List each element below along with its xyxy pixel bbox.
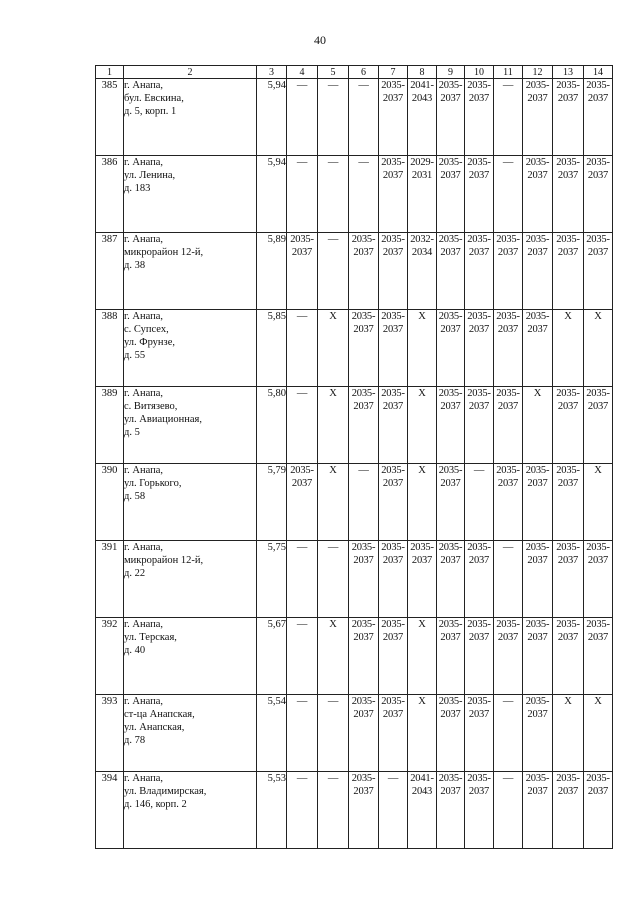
period-cell: 2035- 2037 [523,310,553,387]
period-cell: 2035- 2037 [523,233,553,310]
value-cell: 5,53 [257,772,287,849]
column-header: 12 [523,66,553,79]
page-number: 40 [314,33,326,47]
column-header: 11 [494,66,523,79]
column-header: 4 [287,66,318,79]
period-cell: — [287,310,318,387]
address-cell: г. Анапа, микрорайон 12-й, д. 38 [124,233,257,310]
period-cell: 2035- 2037 [465,695,494,772]
period-cell: 2035- 2037 [379,541,408,618]
period-cell: 2035- 2037 [437,541,465,618]
period-cell: 2035- 2037 [553,618,584,695]
period-cell: X [553,695,584,772]
table-row [96,541,613,618]
period-cell: — [318,79,349,156]
period-cell: 2035- 2037 [465,310,494,387]
period-cell: X [584,695,613,772]
repair-schedule-table [95,65,613,849]
period-cell: 2035- 2037 [494,387,523,464]
row-number: 387 [96,233,124,310]
table-body [96,79,613,849]
row-number: 389 [96,387,124,464]
period-cell: 2035- 2037 [287,233,318,310]
value-cell: 5,75 [257,541,287,618]
column-header: 14 [584,66,613,79]
table-row [96,387,613,464]
period-cell: 2035- 2037 [349,387,379,464]
period-cell: X [318,387,349,464]
period-cell: 2035- 2037 [465,541,494,618]
period-cell: — [494,772,523,849]
column-header: 2 [124,66,257,79]
period-cell: X [408,464,437,541]
row-number: 391 [96,541,124,618]
period-cell: — [287,541,318,618]
period-cell: 2035- 2037 [379,310,408,387]
period-cell: 2035- 2037 [465,79,494,156]
row-number: 392 [96,618,124,695]
period-cell: — [287,156,318,233]
column-header: 5 [318,66,349,79]
period-cell: X [408,387,437,464]
value-cell: 5,94 [257,79,287,156]
period-cell: — [349,79,379,156]
period-cell: 2035- 2037 [379,79,408,156]
period-cell: 2035- 2037 [437,156,465,233]
period-cell: 2035- 2037 [465,772,494,849]
period-cell: 2032- 2034 [408,233,437,310]
period-cell: 2035- 2037 [523,695,553,772]
period-cell: — [287,695,318,772]
period-cell: 2035- 2037 [349,541,379,618]
period-cell: X [408,618,437,695]
row-number: 386 [96,156,124,233]
period-cell: 2035- 2037 [553,79,584,156]
table-row [96,772,613,849]
value-cell: 5,67 [257,618,287,695]
period-cell: 2035- 2037 [553,156,584,233]
period-cell: 2035- 2037 [437,695,465,772]
address-cell: г. Анапа, ул. Владимирская, д. 146, корп. 2 [124,772,257,849]
period-cell: — [494,79,523,156]
column-header: 9 [437,66,465,79]
value-cell: 5,94 [257,156,287,233]
period-cell: 2035- 2037 [287,464,318,541]
table-row [96,156,613,233]
value-cell: 5,79 [257,464,287,541]
table-row [96,464,613,541]
period-cell: — [318,695,349,772]
period-cell: 2035- 2037 [494,464,523,541]
period-cell: 2035- 2037 [553,387,584,464]
period-cell: 2035- 2037 [349,695,379,772]
period-cell: 2035- 2037 [553,541,584,618]
period-cell: — [494,156,523,233]
header-row [96,66,613,79]
row-number: 385 [96,79,124,156]
value-cell: 5,85 [257,310,287,387]
column-header: 13 [553,66,584,79]
period-cell: 2029- 2031 [408,156,437,233]
row-number: 393 [96,695,124,772]
period-cell: 2035- 2037 [437,618,465,695]
period-cell: 2035- 2037 [494,310,523,387]
period-cell: — [287,772,318,849]
period-cell: 2035- 2037 [437,387,465,464]
period-cell: 2035- 2037 [584,79,613,156]
period-cell: 2035- 2037 [523,541,553,618]
period-cell: 2035- 2037 [553,772,584,849]
column-header: 1 [96,66,124,79]
address-cell: г. Анапа, ул. Ленина, д. 183 [124,156,257,233]
period-cell: 2035- 2037 [584,772,613,849]
period-cell: — [287,79,318,156]
period-cell: — [318,772,349,849]
row-number: 394 [96,772,124,849]
period-cell: 2035- 2037 [408,541,437,618]
address-cell: г. Анапа, ст-ца Анапская, ул. Анапская, д. 78 [124,695,257,772]
column-header: 7 [379,66,408,79]
column-header: 10 [465,66,494,79]
period-cell: 2035- 2037 [349,310,379,387]
table-row [96,618,613,695]
address-cell: г. Анапа, ул. Терская, д. 40 [124,618,257,695]
period-cell: 2035- 2037 [553,464,584,541]
period-cell: 2035- 2037 [465,387,494,464]
period-cell: 2035- 2037 [379,695,408,772]
period-cell: — [287,618,318,695]
period-cell: 2035- 2037 [465,156,494,233]
period-cell: — [349,156,379,233]
period-cell: 2035- 2037 [584,156,613,233]
period-cell: X [318,618,349,695]
column-header: 6 [349,66,379,79]
period-cell: 2035- 2037 [349,233,379,310]
period-cell: 2035- 2037 [437,772,465,849]
period-cell: 2035- 2037 [494,233,523,310]
value-cell: 5,89 [257,233,287,310]
period-cell: 2035- 2037 [379,156,408,233]
period-cell: X [318,464,349,541]
period-cell: 2035- 2037 [523,464,553,541]
period-cell: 2035- 2037 [379,233,408,310]
period-cell: 2035- 2037 [379,387,408,464]
period-cell: 2035- 2037 [379,464,408,541]
period-cell: 2035- 2037 [584,387,613,464]
row-number: 388 [96,310,124,387]
period-cell: — [494,541,523,618]
address-cell: г. Анапа, с. Супсех, ул. Фрунзе, д. 55 [124,310,257,387]
column-header: 8 [408,66,437,79]
address-cell: г. Анапа, с. Витязево, ул. Авиационная, д. 5 [124,387,257,464]
period-cell: — [318,541,349,618]
period-cell: — [494,695,523,772]
period-cell: 2035- 2037 [523,156,553,233]
period-cell: 2035- 2037 [437,79,465,156]
period-cell: 2035- 2037 [584,618,613,695]
period-cell: X [553,310,584,387]
period-cell: — [287,387,318,464]
period-cell: 2041- 2043 [408,79,437,156]
period-cell: 2035- 2037 [584,233,613,310]
table-row [96,79,613,156]
period-cell: — [465,464,494,541]
period-cell: — [318,156,349,233]
period-cell: 2041- 2043 [408,772,437,849]
table-row [96,233,613,310]
table-row [96,310,613,387]
period-cell: X [584,310,613,387]
period-cell: 2035- 2037 [349,618,379,695]
period-cell: 2035- 2037 [465,233,494,310]
address-cell: г. Анапа, микрорайон 12-й, д. 22 [124,541,257,618]
table-row [96,695,613,772]
row-number: 390 [96,464,124,541]
period-cell: X [408,310,437,387]
value-cell: 5,80 [257,387,287,464]
period-cell: X [523,387,553,464]
period-cell: 2035- 2037 [523,618,553,695]
period-cell: X [318,310,349,387]
period-cell: X [408,695,437,772]
period-cell: 2035- 2037 [523,772,553,849]
period-cell: 2035- 2037 [523,79,553,156]
period-cell: 2035- 2037 [349,772,379,849]
period-cell: 2035- 2037 [437,310,465,387]
period-cell: 2035- 2037 [584,541,613,618]
period-cell: — [318,233,349,310]
period-cell: X [584,464,613,541]
period-cell: 2035- 2037 [437,233,465,310]
period-cell: 2035- 2037 [553,233,584,310]
period-cell: — [379,772,408,849]
address-cell: г. Анапа, бул. Евскина, д. 5, корп. 1 [124,79,257,156]
address-cell: г. Анапа, ул. Горького, д. 58 [124,464,257,541]
period-cell: 2035- 2037 [379,618,408,695]
period-cell: 2035- 2037 [465,618,494,695]
period-cell: — [349,464,379,541]
column-header: 3 [257,66,287,79]
value-cell: 5,54 [257,695,287,772]
period-cell: 2035- 2037 [494,618,523,695]
period-cell: 2035- 2037 [437,464,465,541]
